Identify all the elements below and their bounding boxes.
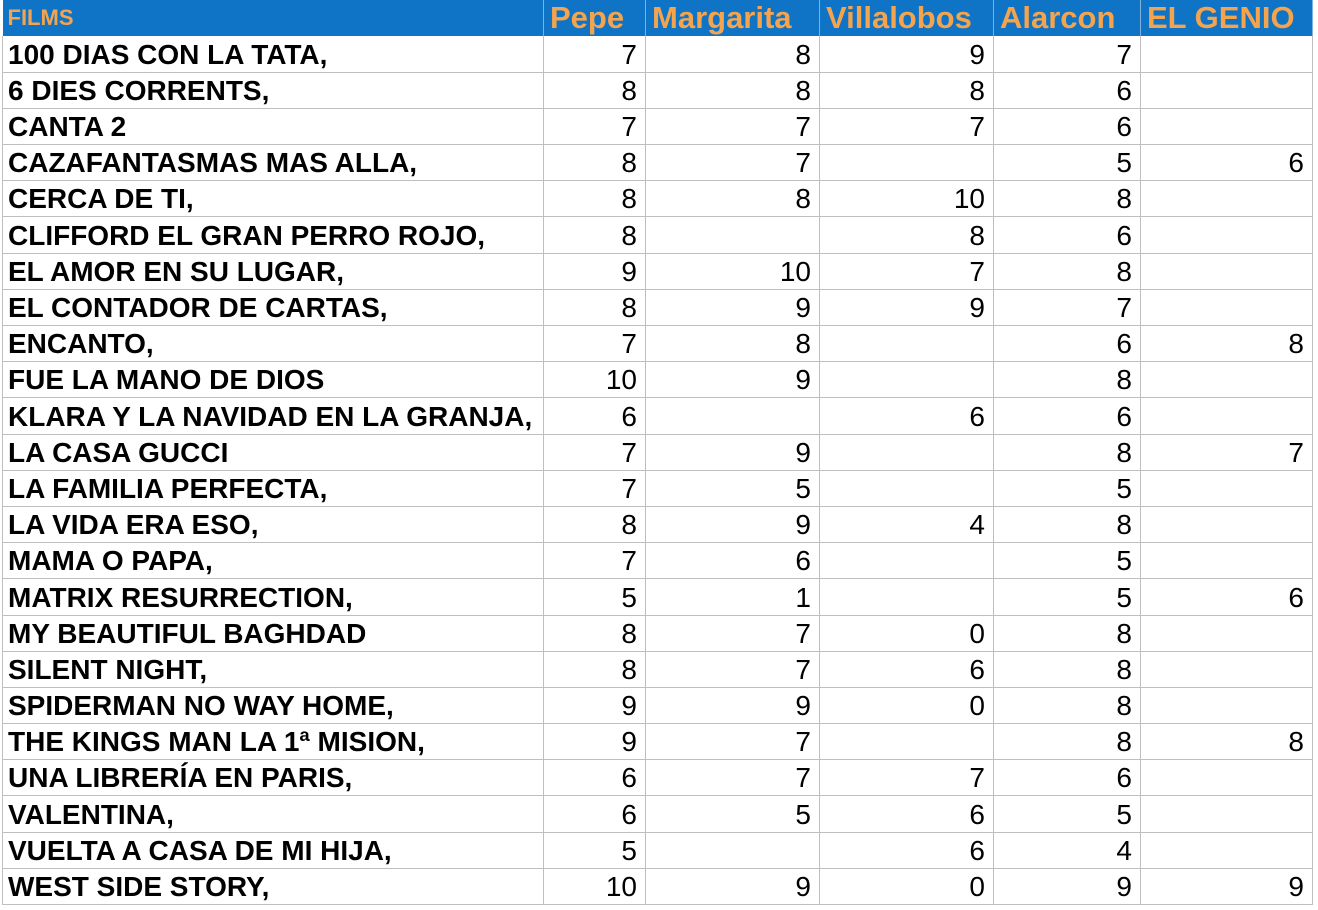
- pepe-score-cell[interactable]: 9: [544, 724, 646, 760]
- film-title-cell[interactable]: VUELTA A CASA DE MI HIJA,: [3, 832, 544, 868]
- pepe-score-cell[interactable]: 7: [544, 326, 646, 362]
- table-row: [3, 181, 1313, 217]
- table-row: [3, 217, 1313, 253]
- alarcon-score-cell[interactable]: 6: [994, 760, 1141, 796]
- alarcon-score-cell[interactable]: 5: [994, 543, 1141, 579]
- alarcon-score-cell[interactable]: 7: [994, 289, 1141, 325]
- film-title-cell[interactable]: MY BEAUTIFUL BAGHDAD: [3, 615, 544, 651]
- alarcon-score-cell[interactable]: 8: [994, 724, 1141, 760]
- header-cell-villalobos[interactable]: Villalobos: [820, 0, 994, 36]
- el-genio-score-cell[interactable]: [1141, 651, 1313, 687]
- pepe-score-cell[interactable]: 8: [544, 615, 646, 651]
- pepe-score-cell[interactable]: 10: [544, 868, 646, 904]
- el-genio-score-cell[interactable]: 8: [1141, 724, 1313, 760]
- el-genio-score-cell[interactable]: [1141, 72, 1313, 108]
- pepe-score-cell[interactable]: 9: [544, 687, 646, 723]
- pepe-score-cell[interactable]: 7: [544, 434, 646, 470]
- table-body: [3, 36, 1313, 905]
- alarcon-score-cell[interactable]: 6: [994, 217, 1141, 253]
- margarita-score-cell[interactable]: [646, 398, 820, 434]
- villalobos-score-cell[interactable]: 6: [820, 398, 994, 434]
- el-genio-score-cell[interactable]: [1141, 398, 1313, 434]
- pepe-score-cell[interactable]: 8: [544, 145, 646, 181]
- film-title-cell[interactable]: LA CASA GUCCI: [3, 434, 544, 470]
- film-title-cell[interactable]: THE KINGS MAN LA 1ª MISION,: [3, 724, 544, 760]
- el-genio-score-cell[interactable]: [1141, 362, 1313, 398]
- el-genio-score-cell[interactable]: [1141, 253, 1313, 289]
- header-cell-alarcon[interactable]: Alarcon: [994, 0, 1141, 36]
- pepe-score-cell[interactable]: 8: [544, 651, 646, 687]
- film-title-cell[interactable]: LA VIDA ERA ESO,: [3, 506, 544, 542]
- pepe-score-cell[interactable]: 6: [544, 796, 646, 832]
- film-title-cell[interactable]: MATRIX RESURRECTION,: [3, 579, 544, 615]
- villalobos-score-cell[interactable]: 8: [820, 217, 994, 253]
- pepe-score-cell[interactable]: 6: [544, 398, 646, 434]
- el-genio-score-cell[interactable]: 8: [1141, 326, 1313, 362]
- el-genio-score-cell[interactable]: [1141, 108, 1313, 144]
- pepe-score-cell[interactable]: 5: [544, 579, 646, 615]
- el-genio-score-cell[interactable]: 7: [1141, 434, 1313, 470]
- villalobos-score-cell[interactable]: 6: [820, 796, 994, 832]
- table-row: [3, 36, 1313, 72]
- pepe-score-cell[interactable]: 8: [544, 289, 646, 325]
- alarcon-score-cell[interactable]: 5: [994, 145, 1141, 181]
- el-genio-score-cell[interactable]: [1141, 543, 1313, 579]
- film-title-cell[interactable]: SILENT NIGHT,: [3, 651, 544, 687]
- pepe-score-cell[interactable]: 7: [544, 108, 646, 144]
- alarcon-score-cell[interactable]: 8: [994, 651, 1141, 687]
- margarita-score-cell[interactable]: 7: [646, 651, 820, 687]
- table-row: [3, 832, 1313, 868]
- alarcon-score-cell[interactable]: 5: [994, 796, 1141, 832]
- table-row: [3, 72, 1313, 108]
- villalobos-score-cell[interactable]: [820, 326, 994, 362]
- table-row: [3, 796, 1313, 832]
- villalobos-score-cell[interactable]: [820, 145, 994, 181]
- film-title-cell[interactable]: CAZAFANTASMAS MAS ALLA,: [3, 145, 544, 181]
- margarita-score-cell[interactable]: 5: [646, 796, 820, 832]
- alarcon-score-cell[interactable]: 7: [994, 36, 1141, 72]
- header-cell-pepe[interactable]: Pepe: [544, 0, 646, 36]
- el-genio-score-cell[interactable]: [1141, 760, 1313, 796]
- alarcon-score-cell[interactable]: 5: [994, 470, 1141, 506]
- villalobos-score-cell[interactable]: 9: [820, 36, 994, 72]
- alarcon-score-cell[interactable]: 4: [994, 832, 1141, 868]
- el-genio-score-cell[interactable]: [1141, 470, 1313, 506]
- film-title-cell[interactable]: CLIFFORD EL GRAN PERRO ROJO,: [3, 217, 544, 253]
- alarcon-score-cell[interactable]: 8: [994, 362, 1141, 398]
- margarita-score-cell[interactable]: 9: [646, 506, 820, 542]
- alarcon-score-cell[interactable]: 8: [994, 434, 1141, 470]
- table-row: [3, 434, 1313, 470]
- el-genio-score-cell[interactable]: [1141, 796, 1313, 832]
- pepe-score-cell[interactable]: 6: [544, 760, 646, 796]
- film-title-cell[interactable]: MAMA O PAPA,: [3, 543, 544, 579]
- villalobos-score-cell[interactable]: [820, 724, 994, 760]
- el-genio-score-cell[interactable]: [1141, 506, 1313, 542]
- el-genio-score-cell[interactable]: [1141, 289, 1313, 325]
- header-cell-el-genio[interactable]: EL GENIO: [1141, 0, 1313, 36]
- film-title-cell[interactable]: WEST SIDE STORY,: [3, 868, 544, 904]
- margarita-score-cell[interactable]: 8: [646, 181, 820, 217]
- el-genio-score-cell[interactable]: [1141, 181, 1313, 217]
- villalobos-score-cell[interactable]: 9: [820, 289, 994, 325]
- header-cell-margarita[interactable]: Margarita: [646, 0, 820, 36]
- table-row: [3, 145, 1313, 181]
- film-title-cell[interactable]: 100 DIAS CON LA TATA,: [3, 36, 544, 72]
- pepe-score-cell[interactable]: 8: [544, 72, 646, 108]
- el-genio-score-cell[interactable]: [1141, 615, 1313, 651]
- film-title-cell[interactable]: CANTA 2: [3, 108, 544, 144]
- villalobos-score-cell[interactable]: 0: [820, 615, 994, 651]
- margarita-score-cell[interactable]: [646, 217, 820, 253]
- table-row: [3, 398, 1313, 434]
- table-row: [3, 724, 1313, 760]
- margarita-score-cell[interactable]: 7: [646, 760, 820, 796]
- film-title-cell[interactable]: ENCANTO,: [3, 326, 544, 362]
- table-row: [3, 760, 1313, 796]
- film-title-cell[interactable]: VALENTINA,: [3, 796, 544, 832]
- pepe-score-cell[interactable]: 8: [544, 506, 646, 542]
- margarita-score-cell[interactable]: 5: [646, 470, 820, 506]
- table-row: [3, 506, 1313, 542]
- villalobos-score-cell[interactable]: 6: [820, 651, 994, 687]
- margarita-score-cell[interactable]: 7: [646, 615, 820, 651]
- film-title-cell[interactable]: LA FAMILIA PERFECTA,: [3, 470, 544, 506]
- alarcon-score-cell[interactable]: 6: [994, 72, 1141, 108]
- header-cell-films[interactable]: FILMS: [3, 0, 544, 36]
- film-title-cell[interactable]: EL CONTADOR DE CARTAS,: [3, 289, 544, 325]
- villalobos-score-cell[interactable]: [820, 362, 994, 398]
- table-row: [3, 543, 1313, 579]
- film-title-cell[interactable]: SPIDERMAN NO WAY HOME,: [3, 687, 544, 723]
- pepe-score-cell[interactable]: 9: [544, 253, 646, 289]
- alarcon-score-cell[interactable]: 6: [994, 108, 1141, 144]
- villalobos-score-cell[interactable]: 10: [820, 181, 994, 217]
- header-row: [3, 0, 1313, 36]
- margarita-score-cell[interactable]: 9: [646, 868, 820, 904]
- table-row: [3, 687, 1313, 723]
- villalobos-score-cell[interactable]: 6: [820, 832, 994, 868]
- margarita-score-cell[interactable]: 7: [646, 724, 820, 760]
- table-row: [3, 615, 1313, 651]
- el-genio-score-cell[interactable]: 6: [1141, 145, 1313, 181]
- margarita-score-cell[interactable]: 7: [646, 145, 820, 181]
- margarita-score-cell[interactable]: 8: [646, 36, 820, 72]
- pepe-score-cell[interactable]: 7: [544, 543, 646, 579]
- alarcon-score-cell[interactable]: 6: [994, 326, 1141, 362]
- margarita-score-cell[interactable]: 1: [646, 579, 820, 615]
- villalobos-score-cell[interactable]: [820, 434, 994, 470]
- ratings-table: [2, 0, 1313, 905]
- pepe-score-cell[interactable]: 10: [544, 362, 646, 398]
- pepe-score-cell[interactable]: 5: [544, 832, 646, 868]
- pepe-score-cell[interactable]: 7: [544, 470, 646, 506]
- table-row: [3, 470, 1313, 506]
- margarita-score-cell[interactable]: 8: [646, 72, 820, 108]
- table-row: [3, 326, 1313, 362]
- table-row: [3, 253, 1313, 289]
- alarcon-score-cell[interactable]: 8: [994, 253, 1141, 289]
- el-genio-score-cell[interactable]: [1141, 687, 1313, 723]
- villalobos-score-cell[interactable]: 7: [820, 253, 994, 289]
- margarita-score-cell[interactable]: 8: [646, 326, 820, 362]
- margarita-score-cell[interactable]: 6: [646, 543, 820, 579]
- villalobos-score-cell[interactable]: [820, 470, 994, 506]
- table-row: [3, 362, 1313, 398]
- villalobos-score-cell[interactable]: 0: [820, 687, 994, 723]
- alarcon-score-cell[interactable]: 5: [994, 579, 1141, 615]
- alarcon-score-cell[interactable]: 8: [994, 181, 1141, 217]
- margarita-score-cell[interactable]: 9: [646, 434, 820, 470]
- alarcon-score-cell[interactable]: 9: [994, 868, 1141, 904]
- el-genio-score-cell[interactable]: 9: [1141, 868, 1313, 904]
- villalobos-score-cell[interactable]: 8: [820, 72, 994, 108]
- film-title-cell[interactable]: 6 DIES CORRENTS,: [3, 72, 544, 108]
- table-row: [3, 289, 1313, 325]
- table-row: [3, 868, 1313, 904]
- margarita-score-cell[interactable]: 9: [646, 362, 820, 398]
- alarcon-score-cell[interactable]: 8: [994, 615, 1141, 651]
- villalobos-score-cell[interactable]: 0: [820, 868, 994, 904]
- film-title-cell[interactable]: CERCA DE TI,: [3, 181, 544, 217]
- margarita-score-cell[interactable]: 10: [646, 253, 820, 289]
- el-genio-score-cell[interactable]: [1141, 832, 1313, 868]
- table-row: [3, 579, 1313, 615]
- table-row: [3, 651, 1313, 687]
- alarcon-score-cell[interactable]: 6: [994, 398, 1141, 434]
- villalobos-score-cell[interactable]: [820, 543, 994, 579]
- margarita-score-cell[interactable]: 9: [646, 289, 820, 325]
- pepe-score-cell[interactable]: 8: [544, 181, 646, 217]
- villalobos-score-cell[interactable]: 4: [820, 506, 994, 542]
- margarita-score-cell[interactable]: 7: [646, 108, 820, 144]
- pepe-score-cell[interactable]: 8: [544, 217, 646, 253]
- pepe-score-cell[interactable]: 7: [544, 36, 646, 72]
- alarcon-score-cell[interactable]: 8: [994, 687, 1141, 723]
- villalobos-score-cell[interactable]: 7: [820, 760, 994, 796]
- el-genio-score-cell[interactable]: [1141, 36, 1313, 72]
- el-genio-score-cell[interactable]: 6: [1141, 579, 1313, 615]
- margarita-score-cell[interactable]: [646, 832, 820, 868]
- film-title-cell[interactable]: KLARA Y LA NAVIDAD EN LA GRANJA,: [3, 398, 544, 434]
- el-genio-score-cell[interactable]: [1141, 217, 1313, 253]
- table-row: [3, 108, 1313, 144]
- alarcon-score-cell[interactable]: 8: [994, 506, 1141, 542]
- film-title-cell[interactable]: UNA LIBRERÍA EN PARIS,: [3, 760, 544, 796]
- film-title-cell[interactable]: EL AMOR EN SU LUGAR,: [3, 253, 544, 289]
- film-title-cell[interactable]: FUE LA MANO DE DIOS: [3, 362, 544, 398]
- villalobos-score-cell[interactable]: [820, 579, 994, 615]
- margarita-score-cell[interactable]: 9: [646, 687, 820, 723]
- villalobos-score-cell[interactable]: 7: [820, 108, 994, 144]
